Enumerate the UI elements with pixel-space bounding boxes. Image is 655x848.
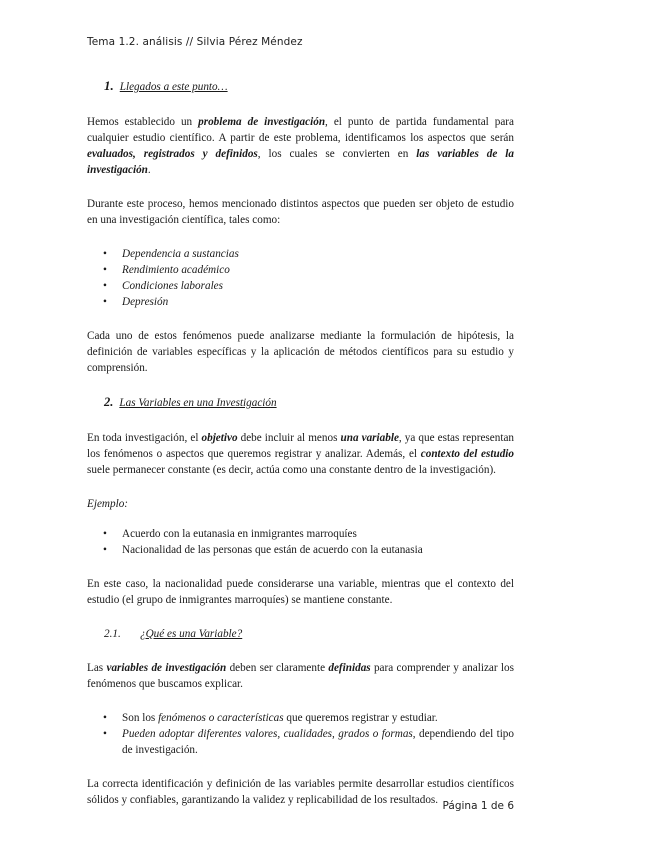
list-item: • Rendimiento académico <box>87 262 514 278</box>
paragraph: La correcta identificación y definición de las variables permite desarrollar estudios científicos sólidos y confiables, garantizando la validez y replicabilidad de los resultados. <box>87 778 514 806</box>
example-label: Ejemplo: <box>87 498 129 510</box>
section-number: 2. <box>104 395 114 409</box>
paragraph: En este caso, la nacionalidad puede considerarse una variable, mientras que el contexto del estudio (el grupo de inmigrantes marroquíes) se mantiene constante. <box>87 578 514 606</box>
page-header: Tema 1.2. análisis // Silvia Pérez Méndez <box>87 36 303 48</box>
paragraph: Cada uno de estos fenómenos puede analizarse mediante la formulación de hipótesis, la definición de variables específicas y la aplicación de métodos científicos para su estudio y comprensión. <box>87 330 514 374</box>
example-list <box>87 526 514 558</box>
paragraph: Durante este proceso, hemos mencionado distintos aspectos que pueden ser objeto de estudio en una investigación científica, tales como: <box>87 198 514 226</box>
section-number: 2.1. <box>104 628 121 640</box>
list-item: • Condiciones laborales <box>87 278 514 294</box>
section-title: Las Variables en una Investigación <box>119 397 277 409</box>
list-item: • Depresión <box>87 294 514 310</box>
section-number: 1. <box>104 78 114 93</box>
section-2-heading <box>87 394 514 410</box>
bullet-list <box>87 710 514 758</box>
section-title: Llegados a este punto… <box>119 81 228 93</box>
paragraph: Hemos establecido un problema de investigación, el punto de partida fundamental para cualquier estudio científico. A partir de este problema, identificamos los aspectos que serán evaluados, registrados y definidos, los cuales se convierten en las variables de la investigación. <box>87 116 514 176</box>
list-item: • Acuerdo con la eutanasia en inmigrantes marroquíes <box>87 526 514 542</box>
document-body <box>87 78 514 808</box>
paragraph: En toda investigación, el objetivo debe incluir al menos una variable, ya que estas representan los fenómenos o aspectos que queremos registrar y analizar. Además, el contexto del estudio suele permanecer constante (es decir, actúa como una constante dentro de la investigación). <box>87 432 515 476</box>
paragraph: Las variables de investigación deben ser claramente definidas para comprender y analizar los fenómenos que buscamos explicar. <box>87 662 514 690</box>
section-2-1-heading <box>87 626 514 642</box>
bullet-list <box>87 246 514 310</box>
page-number: Página 1 de 6 <box>442 800 514 812</box>
section-1-heading <box>87 78 514 94</box>
list-item: • Pueden adoptar diferentes valores, cualidades, grados o formas, dependiendo del tipo de investigación. <box>87 726 514 758</box>
section-title: ¿Qué es una Variable? <box>140 628 243 640</box>
list-item: • Son los fenómenos o características que queremos registrar y estudiar. <box>87 710 514 726</box>
list-item: • Nacionalidad de las personas que están de acuerdo con la eutanasia <box>87 542 514 558</box>
list-item: • Dependencia a sustancias <box>87 246 514 262</box>
